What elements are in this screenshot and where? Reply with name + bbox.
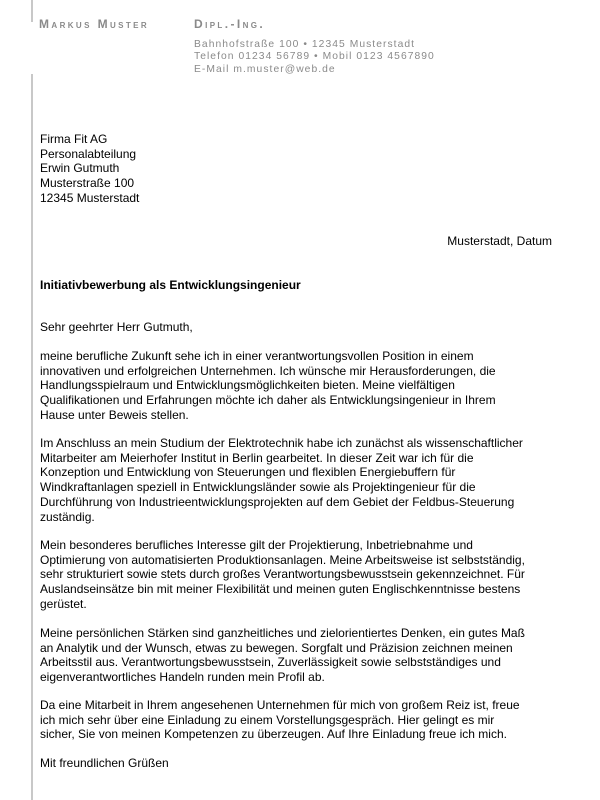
paragraph-line: Da eine Mitarbeit in Ihrem angesehenen Unternehmen für mich von großem Reiz ist, freue	[40, 698, 520, 712]
body-paragraph-4	[40, 626, 570, 685]
paragraph-line: Hause unter Beweis stellen.	[40, 407, 189, 422]
body-paragraph-2	[40, 436, 570, 524]
paragraph-line: Handlungsspielraum und Entwicklungsmöglichkeiten bieten. Meine vielfältigen	[40, 378, 455, 393]
paragraph-line: zuständig.	[40, 509, 95, 524]
sender-email: E-Mail m.muster@web.de	[194, 63, 336, 75]
recipient-company: Firma Fit AG	[40, 132, 108, 146]
paragraph-line: sicher, Sie von meinen Kompetenzen zu überzeugen. Auf Ihre Einladung freue ich mich.	[40, 727, 507, 742]
sender-phone: Telefon 01234 56789 • Mobil 0123 4567890	[194, 51, 435, 63]
paragraph-line: Konzeption und Entwicklung von Steuerungen und flexiblen Energiebuffern für	[40, 465, 456, 480]
letter-subject: Initiativbewerbung als Entwicklungsingenieur	[40, 278, 301, 292]
body-paragraph-5	[40, 698, 570, 742]
paragraph-line: innovativen und erfolgreichen Unternehmen. Ich wünsche mir Herausforderungen, die	[40, 363, 496, 378]
sender-address: Bahnhofstraße 100 • 12345 Musterstadt	[194, 39, 416, 50]
recipient-person: Erwin Gutmuth	[40, 161, 120, 176]
salutation: Sehr geehrter Herr Gutmuth,	[40, 320, 193, 334]
paragraph-line: meine berufliche Zukunft sehe ich in einer verantwortungsvollen Position in einem	[40, 349, 474, 363]
recipient-department: Personalabteilung	[40, 146, 137, 161]
paragraph-line: eigenverantwortliches Handeln runden mein Profil ab.	[40, 670, 325, 685]
paragraph-line: Meine persönlichen Stärken sind ganzheitliches und zielorientiertes Denken, ein gutes Maß	[40, 626, 525, 640]
recipient-city: 12345 Musterstadt	[40, 190, 140, 205]
recipient-address	[40, 132, 139, 206]
body-paragraph-3	[40, 538, 570, 612]
paragraph-line: Mein besonderes berufliches Interesse gilt der Projektierung, Inbetriebnahme und	[40, 538, 473, 552]
body-paragraph-1	[40, 349, 570, 423]
paragraph-line: Arbeitsstil aus. Verantwortungsbewusstsein, Zuverlässigkeit sowie selbstständiges und	[40, 655, 501, 670]
closing: Mit freundlichen Grüßen	[40, 756, 169, 770]
sender-contact	[194, 39, 435, 76]
paragraph-line: an Analytik und der Wunsch, etwas zu bewegen. Sorgfalt und Präzision zeichnen meinen	[40, 640, 513, 655]
sender-title: Dipl.-Ing.	[194, 17, 266, 31]
paragraph-line: sehr strukturiert sowie stets durch großes Verantwortungsbewusstsein gekennzeichnet. Für	[40, 567, 525, 582]
paragraph-line: Mitarbeiter am Meierhofer Institut in Berlin gearbeitet. In dieser Zeit war ich für die	[40, 450, 474, 465]
paragraph-line: Auslandseinsätze bin mit meiner Flexibilität und meinen guten Englischkenntnisse bestens	[40, 582, 521, 597]
margin-rule	[31, 74, 33, 800]
paragraph-line: Windkraftanlagen speziell in Entwicklungsländer sowie als Projektingenieur für die	[40, 480, 476, 495]
paragraph-line: gerüstet.	[40, 596, 87, 611]
margin-rule-top	[31, 0, 33, 22]
paragraph-line: Durchführung von Industrieentwicklungsprojekten auf dem Gebiet der Feldbus-Steuerung	[40, 494, 515, 509]
paragraph-line: Optimierung von automatisierten Produktionsanlagen. Meine Arbeitsweise ist selbstständig,	[40, 552, 525, 567]
letter-date: Musterstadt, Datum	[447, 234, 552, 248]
paragraph-line: ich mich sehr über eine Einladung zu einem Vorstellungsgespräch. Hier gelingt es mir	[40, 712, 495, 727]
paragraph-line: Qualifikationen und Erfahrungen möchte ich daher als Entwicklungsingenieur in Ihrem	[40, 393, 496, 408]
sender-name: Markus Muster	[39, 17, 150, 31]
recipient-street: Musterstraße 100	[40, 176, 135, 191]
paragraph-line: Im Anschluss an mein Studium der Elektrotechnik habe ich zunächst als wissenschaftlicher	[40, 436, 523, 450]
